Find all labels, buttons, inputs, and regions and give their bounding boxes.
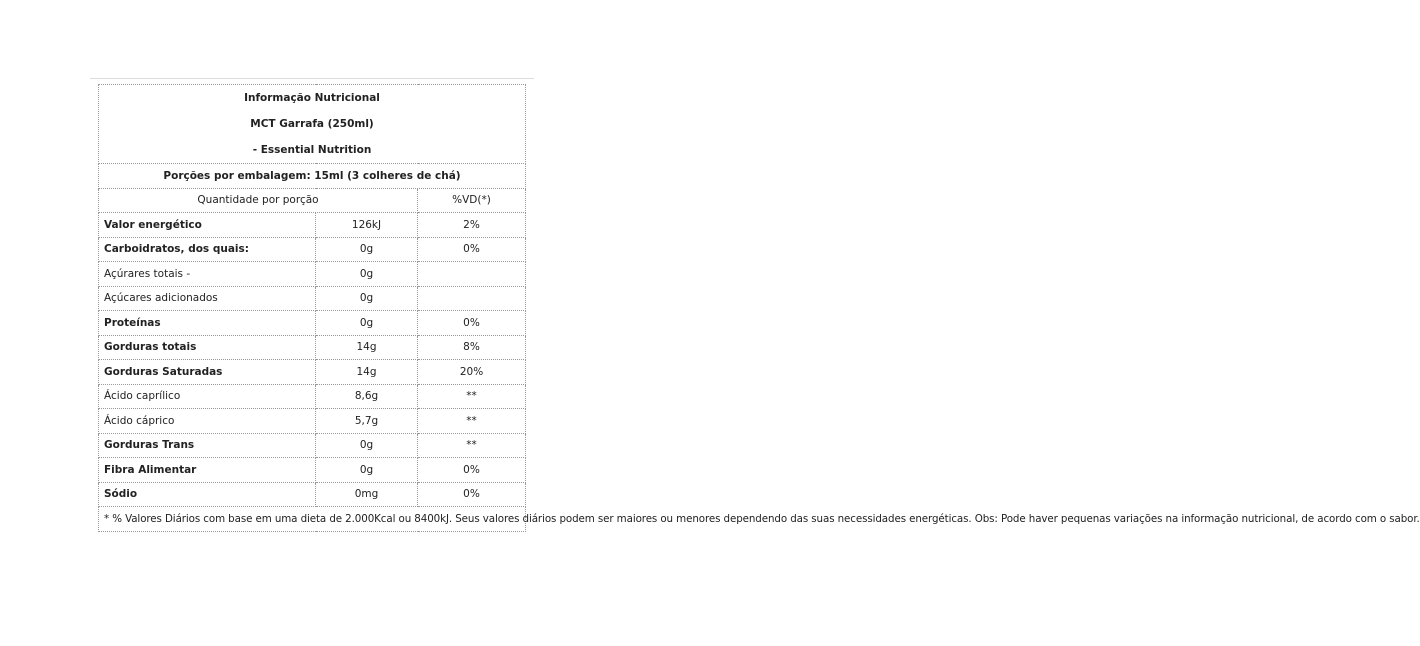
footnote-row [99,507,526,532]
nutrient-dv: 2% [418,213,526,238]
dv-header: %VD(*) [418,188,526,213]
table-row [99,360,526,385]
table-title-cell [99,85,526,164]
nutrient-amount: 126kJ [316,213,418,238]
nutrient-amount: 5,7g [316,409,418,434]
nutrient-amount: 0g [316,458,418,483]
nutrient-amount: 0g [316,433,418,458]
nutrient-amount: 0mg [316,482,418,507]
product-name: MCT Garrafa (250ml) [250,118,374,130]
nutrient-dv [418,286,526,311]
nutrition-facts-table [98,84,1420,532]
column-header-row [99,188,526,213]
brand-name: - Essential Nutrition [252,144,372,156]
nutrient-dv: 0% [418,311,526,336]
nutrient-dv: ** [418,409,526,434]
nutrient-dv: ** [418,384,526,409]
quantity-header: Quantidade por porção [99,188,418,213]
nutrient-name: Ácido cáprico [99,409,316,434]
nutrient-dv: 20% [418,360,526,385]
table-header-row [99,85,526,164]
nutrient-amount: 14g [316,335,418,360]
nutrient-name: Gorduras Saturadas [99,360,316,385]
table-row [99,409,526,434]
table-row [99,335,526,360]
table-row [99,262,526,287]
table-row [99,384,526,409]
nutrient-name: Proteínas [99,311,316,336]
nutrient-amount: 0g [316,286,418,311]
table-title: Informação Nutricional [244,92,380,104]
nutrient-amount: 0g [316,262,418,287]
portions-text: Porções por embalagem: 15ml (3 colheres de chá) [99,164,526,189]
nutrient-dv: ** [418,433,526,458]
nutrient-amount: 8,6g [316,384,418,409]
table-row [99,311,526,336]
nutrient-amount: 0g [316,237,418,262]
footnote-text: * % Valores Diários com base em uma dieta de 2.000Kcal ou 8400kJ. Seus valores diários podem ser maiores ou menores dependendo das suas necessidades energéticas. Obs: Pode haver pequenas variações na informação nutricional, de acordo com o sabor. [99,507,526,532]
table-row [99,213,526,238]
table-row [99,286,526,311]
table-row [99,237,526,262]
top-divider [90,78,534,79]
nutrient-name: Carboidratos, dos quais: [99,237,316,262]
nutrient-dv: 0% [418,482,526,507]
nutrient-name: Sódio [99,482,316,507]
nutrient-dv: 0% [418,237,526,262]
table-row [99,458,526,483]
nutrient-dv: 8% [418,335,526,360]
nutrient-name: Gorduras Trans [99,433,316,458]
nutrient-amount: 14g [316,360,418,385]
nutrient-dv [418,262,526,287]
table-row [99,433,526,458]
nutrient-name: Ácido caprílico [99,384,316,409]
portions-row [99,164,526,189]
nutrient-name: Açúrares totais - [99,262,316,287]
nutrient-name: Gorduras totais [99,335,316,360]
table-row [99,482,526,507]
nutrient-name: Fibra Alimentar [99,458,316,483]
nutrient-name: Valor energético [99,213,316,238]
nutrient-dv: 0% [418,458,526,483]
nutrient-amount: 0g [316,311,418,336]
nutrient-name: Açúcares adicionados [99,286,316,311]
